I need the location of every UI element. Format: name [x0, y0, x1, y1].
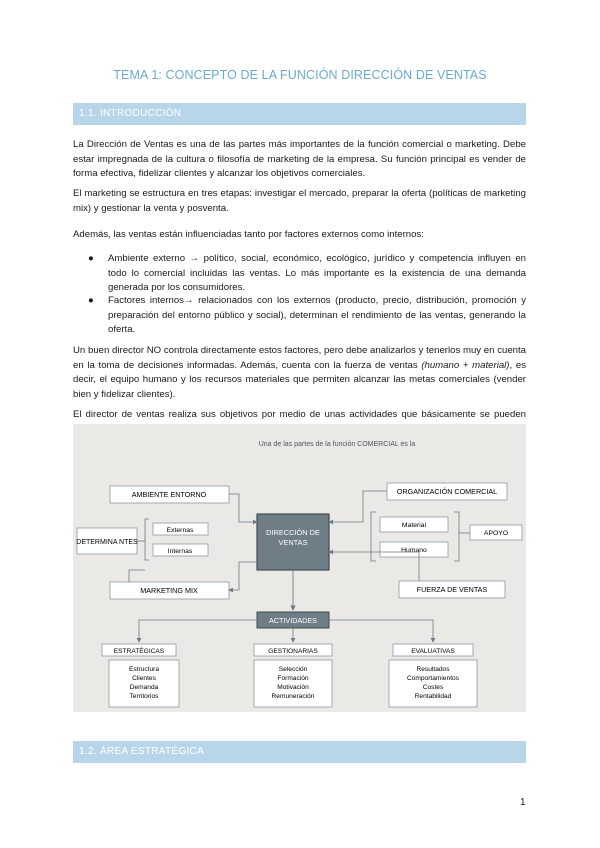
externas-label: Externas [166, 527, 194, 534]
list-item: Territorios [129, 693, 159, 700]
paragraph: El director de ventas realiza sus objetivos por medio de unas actividades que básicamente se pueden [73, 409, 526, 420]
list-item: Rentabilidad [414, 693, 452, 700]
organizacion-label: ORGANIZACIÓN COMERCIAL [396, 487, 498, 496]
gestionarias-label: GESTIONARIAS [268, 648, 318, 655]
material-label: Material [401, 522, 427, 529]
determinantes-label: DETERMINA NTES [76, 539, 138, 546]
italic-text: (humano + material) [421, 359, 510, 371]
paragraph-text: , es decir, el equipo humano y los recursos materiales que permiten alcanzar las metas comerciales (vender bien y fidelizar clientes). [73, 359, 526, 400]
paragraph [73, 344, 526, 402]
list-item: Resultados [416, 666, 450, 673]
section-label: 1.1. INTRODUCCIÓN [79, 108, 182, 119]
evaluativas-label: EVALUATIVAS [411, 648, 455, 655]
section-label: 1.2. ÁREA ESTRATÉGICA [79, 746, 205, 757]
paragraph: Además, las ventas están influenciadas tanto por factores externos como internos: [73, 229, 424, 240]
ambiente-label: AMBIENTE ENTORNO [131, 490, 207, 499]
list-item [88, 252, 526, 296]
fuerza-ventas-label: FUERZA DE VENTAS [416, 585, 488, 594]
paragraph: El marketing se estructura en tres etapas: investigar el mercado, preparar la oferta (políticas de marketing mix) y gestionar la venta y posventa. [73, 188, 526, 214]
diagram-figure [73, 424, 526, 712]
estrategicas-label: ESTRATÉGICAS [113, 648, 165, 655]
marketing-mix-label: MARKETING MIX [140, 586, 198, 595]
paragraph-text: Un buen director NO controla directamente estos factores, pero debe analizarlos y tenerlos muy en cuenta en la toma de decisiones informadas. Además, cuenta con la fuerza de ventas [73, 345, 526, 371]
page-number: 1 [520, 797, 526, 808]
list-item: Selección [278, 666, 308, 673]
list-item: Estructura [128, 666, 160, 673]
list-item: Motivación [277, 684, 309, 691]
section-header-introduccion [73, 103, 526, 125]
actividades-label: ACTIVIDADES [269, 616, 317, 625]
list-item-text: Ambiente externo → político, social, económico, ecológico, jurídico y competencia influyen en todo lo comercial incluidas las ventas. Lo más importante es la existencia de una demanda generada por los consumidores. [108, 253, 526, 293]
paragraph: La Dirección de Ventas es una de las partes más importantes de la función comercial o marketing. Debe estar impregnada de la cultura o filosofía de marketing de la empresa. Su función principal es vender de forma efectiva, fidelizar clientes y alcanzar los objetivos comerciales. [73, 139, 526, 179]
list-item: Costes [422, 684, 444, 691]
internas-label: Internas [167, 548, 193, 555]
list-item [88, 294, 526, 338]
diagram-caption: Una de las partes de la función COMERCIAL es la [258, 441, 416, 448]
list-item: Comportamientos [406, 675, 460, 682]
list-item-text: Factores internos→ relacionados con los externos (producto, precio, distribución, promoción y preparación del entorno público y social), determinan el rendimiento de las ventas, generando la oferta. [108, 295, 526, 335]
list-item: Formación [277, 675, 309, 682]
page-title: TEMA 1: CONCEPTO DE LA FUNCIÓN DIRECCIÓN DE VENTAS [113, 68, 487, 82]
section-header-area-estrategica [73, 741, 526, 763]
list-item: Clientes [132, 675, 156, 682]
list-item: Demanda [129, 684, 159, 691]
humano-label: Humano [401, 547, 427, 554]
bullet-icon: ● [88, 295, 94, 306]
bullet-icon: ● [88, 253, 94, 264]
direccion-ventas-label: DIRECCIÓN DE VENTAS [266, 528, 320, 547]
list-item: Remuneración [271, 693, 315, 700]
apoyo-label: APOYO [483, 530, 509, 537]
